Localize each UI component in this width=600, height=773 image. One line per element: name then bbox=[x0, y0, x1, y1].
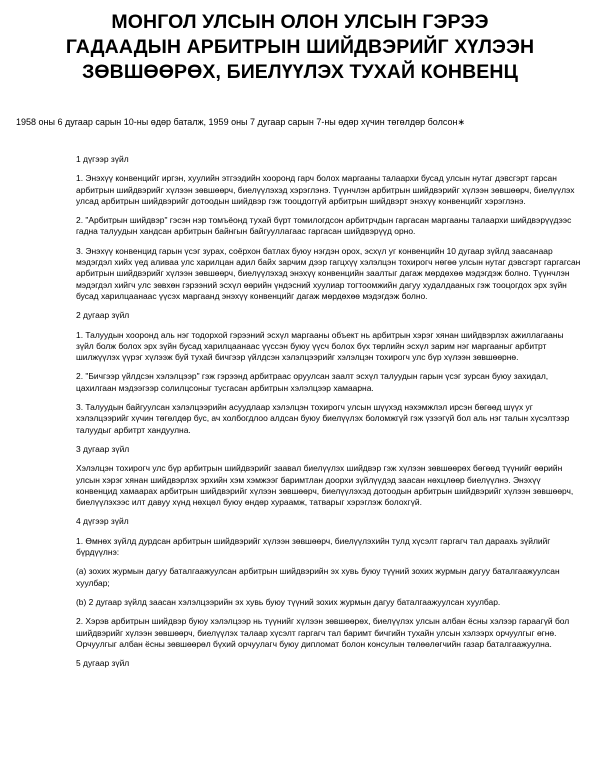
article-2-paragraph-1: 1. Талуудын хооронд аль нэг тодорхой гэрээний эсхүл маргааны объект нь арбитрын хэрэг хянан шийдвэрлэх ажиллагааны зүйл болж болох эрх зүйн бусад харилцаанаас үүссэн буюу үүсч болох бүх төрлийн эсхүл зарим нэг маргааныг арбитрт шилжүүлэх үүрэг хүлээж буй тухай бичгээр үйлдсэн хэлэлцээрийг хэлэлцэн тохирогч улс бүр хүлээн зөвшөөрнө. bbox=[76, 329, 564, 363]
article-2-paragraph-3: 3. Талуудын байгуулсан хэлэлцээрийн асуудлаар хэлэлцэн тохирогч улсын шүүхэд нэхэмжлэл ирсэн бөгөөд шүүх уг хэлэлцээрийг хүчин төгөлдөр бус, ач холбогдлоо алдсан буюу биелүүлэх боломжгүй гэж үзээгүй бол аль нэг талын хүсэлтээр талуудыг арбитрт хандуулна. bbox=[76, 402, 570, 435]
article-4-heading: 4 дүгээр зүйл bbox=[76, 516, 129, 527]
document-title bbox=[0, 10, 600, 85]
document-subtitle: 1958 оны 6 дугаар сарын 10-ны өдөр баталж, 1959 оны 7 дугаар сарын 7-ны өдөр хүчин төгөлдөр болсон∗ bbox=[16, 117, 465, 127]
article-4-paragraph-3: (b) 2 дугаар зүйлд заасан хэлэлцээрийн эх хувь буюу түүний зохих журмын дагуу баталгаажуулсан хуулбар. bbox=[76, 596, 501, 607]
article-1-heading: 1 дүгээр зүйл bbox=[76, 154, 129, 164]
title-line-1: МОНГОЛ УЛСЫН ОЛОН УЛСЫН ГЭРЭЭ bbox=[111, 11, 489, 33]
article-3-heading: 3 дугаар зүйл bbox=[76, 443, 130, 454]
article-3-paragraph-1: Хэлэлцэн тохирогч улс бүр арбитрын шийдвэрийг заавал биелүүлэх шийдвэр гэж хүлээн зөвшөөрөх бөгөөд түүнийг өөрийн улсын хэрэг хянан шийдвэрлэх эрхийн хэм хэмжээг баримтлан доорхи зүйлүүдэд заасан нөхцлөөр биелүүлнэ. Энэхүү конвенцид хамаарах арбитрын шийдвэрийг хүлээн зөвшөөрч, биелүүлэхэд дотоодын арбитрын шийдвэрийг хүлээн зөвшөөрч, биелүүлэхээс илт давуу хүнд нөхцөл буюу өндөр хураамж, татварыг хэрэглэж болохгүй. bbox=[76, 463, 574, 508]
article-2-paragraph-2: 2. "Бичгээр үйлдсэн хэлэлцээр" гэж гэрээнд арбитраас оруулсан заалт эсхүл талуудын гарын үсэг зурсан буюу захидал, цахилгаан мэдээгээр солилцсоныг тусгасан арбитрын хэлэлцээр хамаарна. bbox=[76, 371, 549, 393]
article-4-paragraph-4: 2. Хэрэв арбитрын шийдвэр буюу хэлэлцээр нь түүнийг хүлээн зөвшөөрөх, биелүүлэх улсын албан ёсны хэлээр гараагүй бол шийдвэрийг хүлээн зөвшөөрч, биелүүлэх талаар хүсэлт гаргагч тал баримт бичгийн тухайн улсын хэлээрх орчуулгыг өгнө. Орчуулгыг албан ёсны зөвшөөрөл бүхий орчуулагч буюу дипломат болон консулын төлөөлөгчийн газар баталгаажуулна. bbox=[76, 616, 570, 649]
title-line-2: ГАДААДЫН АРБИТРЫН ШИЙДВЭРИЙГ ХҮЛЭЭН bbox=[65, 36, 535, 58]
article-4-paragraph-2: (а) зохих журмын дагуу баталгаажуулсан арбитрын шийдвэрийн эх хувь буюу түүний зохих журмын дагуу баталгаажуулсан хуулбар; bbox=[76, 566, 560, 588]
article-1-paragraph-1: 1. Энэхүү конвенцийг иргэн, хуулийн этгээдийн хооронд гарч болох маргааны талаархи бусад улсын нутаг дэвсгэрт гарсан арбитрын шийдвэрийг хүлээн зөвшөөрч, биелүүлэхэд хэрэглэнэ. Түүнчлэн арбитрын шийдвэрийг хүлээн зөвшөөрч, биелүүлэх улсад арбитрын шийдвэрийг дотоодын шийдвэр гэж тооцдоггүй арбитрын шийдвэрт энэхүү конвенцийг хэрэглэнэ. bbox=[76, 173, 575, 206]
article-5-heading: 5 дугаар зүйл bbox=[76, 658, 130, 669]
article-1-paragraph-3: 3. Энэхүү конвенцид гарын үсэг зурах, соёрхон батлах буюу нэгдэн орох, эсхүл уг конвенцийн 10 дугаар зүйлд заасанаар мэдэгдэл хийх үед аливаа улс харилцан адил байх зарчим дээр гагцхүү хэлэлцэн тохирогч нөгөө улсын нутаг дэвсгэрт гаргагсан арбитрын шийдвэрийг хүлээн зөвшөөрч, биелүүлэхэд энэхүү конвенцийн заалтыг дагаж мөрдөхөө мэдэгдэж болно. Түүнчлэн мэдэгдэл хийгч улс зөвхөн гэрээний эсхүл өөрийн үндэсний хуулиар тогтоомжийн дагуу худалдааных гэж тооцогдох эрх зүйн бусад харилцаанаас үүсэх маргаанд энэхүү конвенцийг дагаж мөрдөхөө мэдэгдэж болно. bbox=[76, 245, 581, 301]
title-line-3: ЗӨВШӨӨРӨХ, БИЕЛҮҮЛЭХ ТУХАЙ КОНВЕНЦ bbox=[82, 61, 518, 83]
document-body bbox=[76, 154, 582, 677]
article-1-paragraph-2: 2. "Арбитрын шийдвэр" гэсэн нэр томъёонд тухай бүрт томилогдсон арбитрчдын гаргасан маргааны талаархи шийдвэрүүдээс гадна талуудын хандсан арбитрын байнгын байгууллагаас гаргасан шийдвэрүүд орно. bbox=[76, 215, 572, 237]
article-2-heading: 2 дугаар зүйл bbox=[76, 310, 130, 321]
article-4-paragraph-1: 1. Өмнөх зүйлд дурдсан арбитрын шийдвэрийг хүлээн зөвшөөрч, биелүүлэхийн тулд хүсэлт гаргагч тал дараахь зүйлийг бүрдүүлнэ: bbox=[76, 535, 551, 558]
